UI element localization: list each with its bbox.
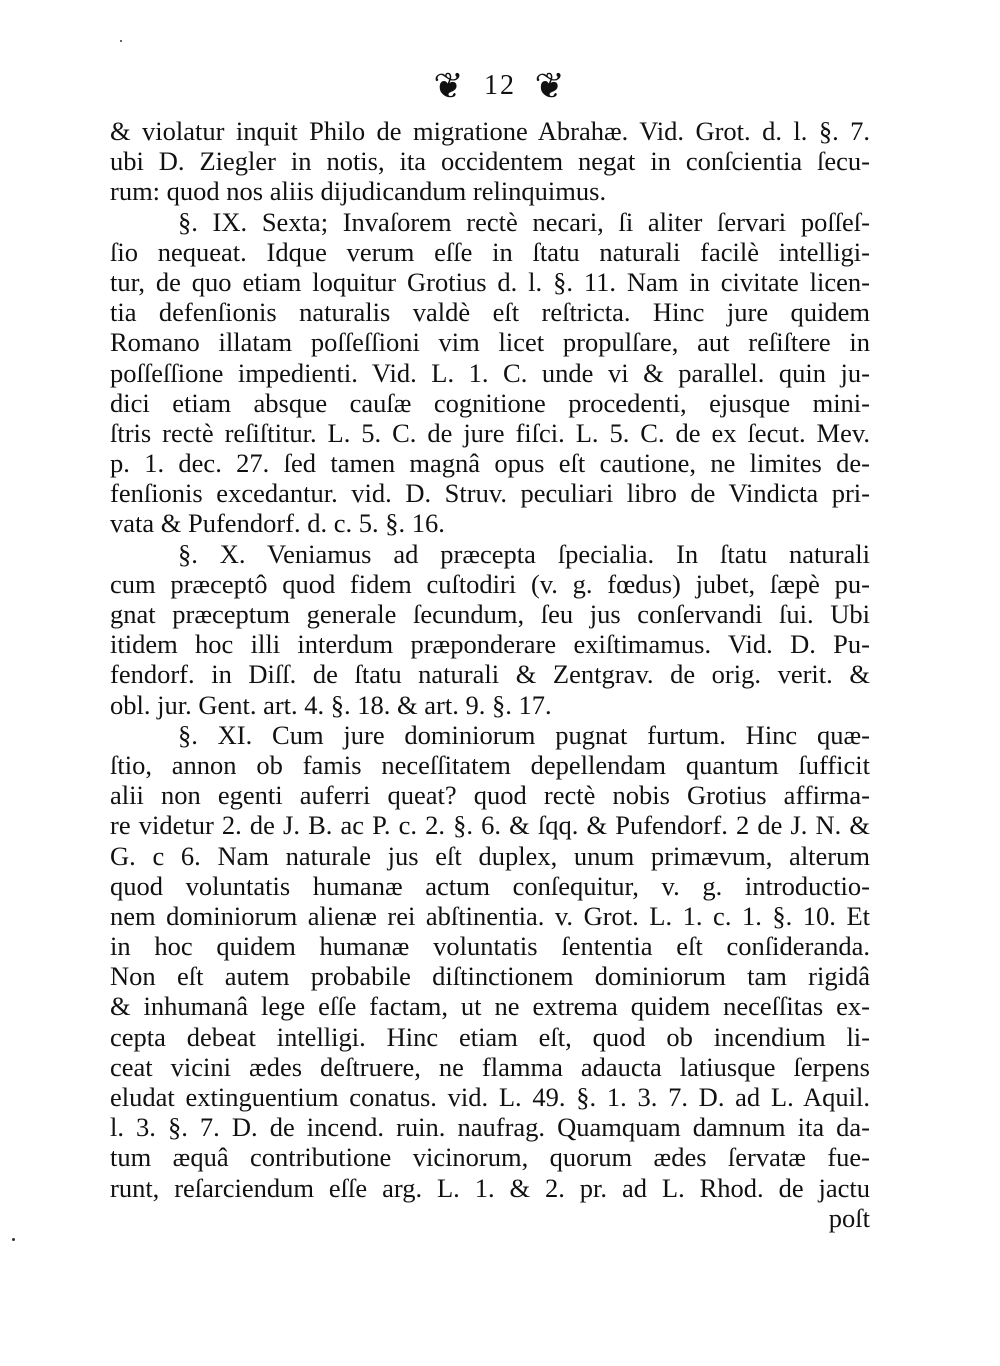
text-line: obl. jur. Gent. art. 4. §. 18. & art. 9. §. 17. xyxy=(110,689,552,720)
section-x-heading-line: §. X. Veniamus ad præcepta ſpecialia. In ſtatu naturali xyxy=(178,538,870,569)
text-line: cum præceptô quod fidem cuſtodiri (v. g. fœdus) jubet, ſæpè pu- xyxy=(110,568,870,599)
text-line: cepta debeat intelligi. Hinc etiam eſt, quod ob incendium li- xyxy=(110,1021,870,1052)
section-xi-heading-line: §. XI. Cum jure dominiorum pugnat furtum. Hinc quæ- xyxy=(178,719,870,750)
scan-speck xyxy=(120,40,122,42)
text-line: itidem hoc illi interdum præponderare exiſtimamus. Vid. D. Pu- xyxy=(110,629,870,660)
text-line: nem dominiorum alienæ rei abſtinentia. v. Grot. L. 1. c. 1. §. 10. Et xyxy=(110,900,870,931)
text-line: ubi D. Ziegler in notis, ita occidentem negat in conſcientia ſecu- xyxy=(110,146,870,177)
text-line: eludat extinguentium conatus. vid. L. 49. §. 1. 3. 7. D. ad L. Aquil. xyxy=(110,1082,870,1112)
text-line: ſio nequeat. Idque verum eſſe in ſtatu naturali facilè intelligi- xyxy=(110,236,870,267)
text-line: & violatur inquit Philo de migratione Abrahæ. Vid. Grot. d. l. §. 7. xyxy=(110,116,870,146)
text-line: ſtio, annon ob famis neceſſitatem depellendam quantum ſufficit xyxy=(110,749,870,780)
text-line: ſtris rectè reſiſtitur. L. 5. C. de jure fiſci. L. 5. C. de ex ſecut. Mev. xyxy=(110,417,870,448)
text-line: dici etiam absque cauſæ cognitione procedenti, ejusque mini- xyxy=(110,387,870,418)
text-line: & inhumanâ lege eſſe factam, ut ne extrema quidem neceſſitas ex- xyxy=(110,991,870,1022)
text-line: gnat præceptum generale ſecundum, ſeu jus conſervandi ſui. Ubi xyxy=(110,599,870,629)
page-number: 12 xyxy=(484,70,516,102)
text-line: Romano illatam poſſeſſioni vim licet propulſare, aut reſiſtere in xyxy=(110,327,870,358)
text-line: tur, de quo etiam loquitur Grotius d. l. §. 11. Nam in civitate licen- xyxy=(110,266,870,297)
catchword: poſt xyxy=(828,1202,870,1233)
text-line: rum: quod nos aliis dijudicandum relinquimus. xyxy=(110,176,607,207)
text-line: l. 3. §. 7. D. de incend. ruin. naufrag. Quamquam damnum ita da- xyxy=(110,1112,870,1143)
text-line: p. 1. dec. 27. ſed tamen magnâ opus eſt cautione, ne limites de- xyxy=(110,448,870,479)
section-ix-heading-line: §. IX. Sexta; Invaſorem rectè necari, ſi aliter ſervari poſſeſ- xyxy=(178,206,870,237)
text-line: runt, reſarciendum eſſe arg. L. 1. & 2. pr. ad L. Rhod. de jactu xyxy=(110,1172,870,1203)
text-line: vata & Pufendorf. d. c. 5. §. 16. xyxy=(110,508,445,539)
right-fleuron-icon: ❦ xyxy=(534,66,567,107)
text-line: alii non egenti auferri queat? quod rectè nobis Grotius affirma- xyxy=(110,780,870,811)
text-line: tum æquâ contributione vicinorum, quorum ædes ſervatæ fue- xyxy=(110,1142,870,1173)
text-line: poſſeſſione impedienti. Vid. L. 1. C. unde vi & parallel. quin ju- xyxy=(110,357,870,388)
left-fleuron-icon: ❦ xyxy=(433,66,466,107)
text-line: fenſionis excedantur. vid. D. Struv. peculiari libro de Vindicta pri- xyxy=(110,478,870,509)
text-line: ceat vicini ædes deſtruere, ne flamma adaucta latiusque ſerpens xyxy=(110,1051,870,1082)
body-text xyxy=(110,116,870,1233)
text-line: tia defenſionis naturalis valdè eſt reſtricta. Hinc jure quidem xyxy=(110,297,870,328)
text-line: fendorf. in Diſſ. de ſtatu naturali & Zentgrav. de orig. verit. & xyxy=(110,659,870,690)
text-line: re videtur 2. de J. B. ac P. c. 2. §. 6. & ſqq. & Pufendorf. 2 de J. N. & xyxy=(110,810,870,841)
text-line: in hoc quidem humanæ voluntatis ſententia eſt conſideranda. xyxy=(110,931,870,962)
text-line: quod voluntatis humanæ actum conſequitur, v. g. introductio- xyxy=(110,870,870,901)
scan-speck xyxy=(12,1238,15,1241)
text-line: G. c 6. Nam naturale jus eſt duplex, unum primævum, alterum xyxy=(110,840,870,871)
page-header xyxy=(0,64,1000,106)
text-line: Non eſt autem probabile diſtinctionem dominiorum tam rigidâ xyxy=(110,961,870,992)
